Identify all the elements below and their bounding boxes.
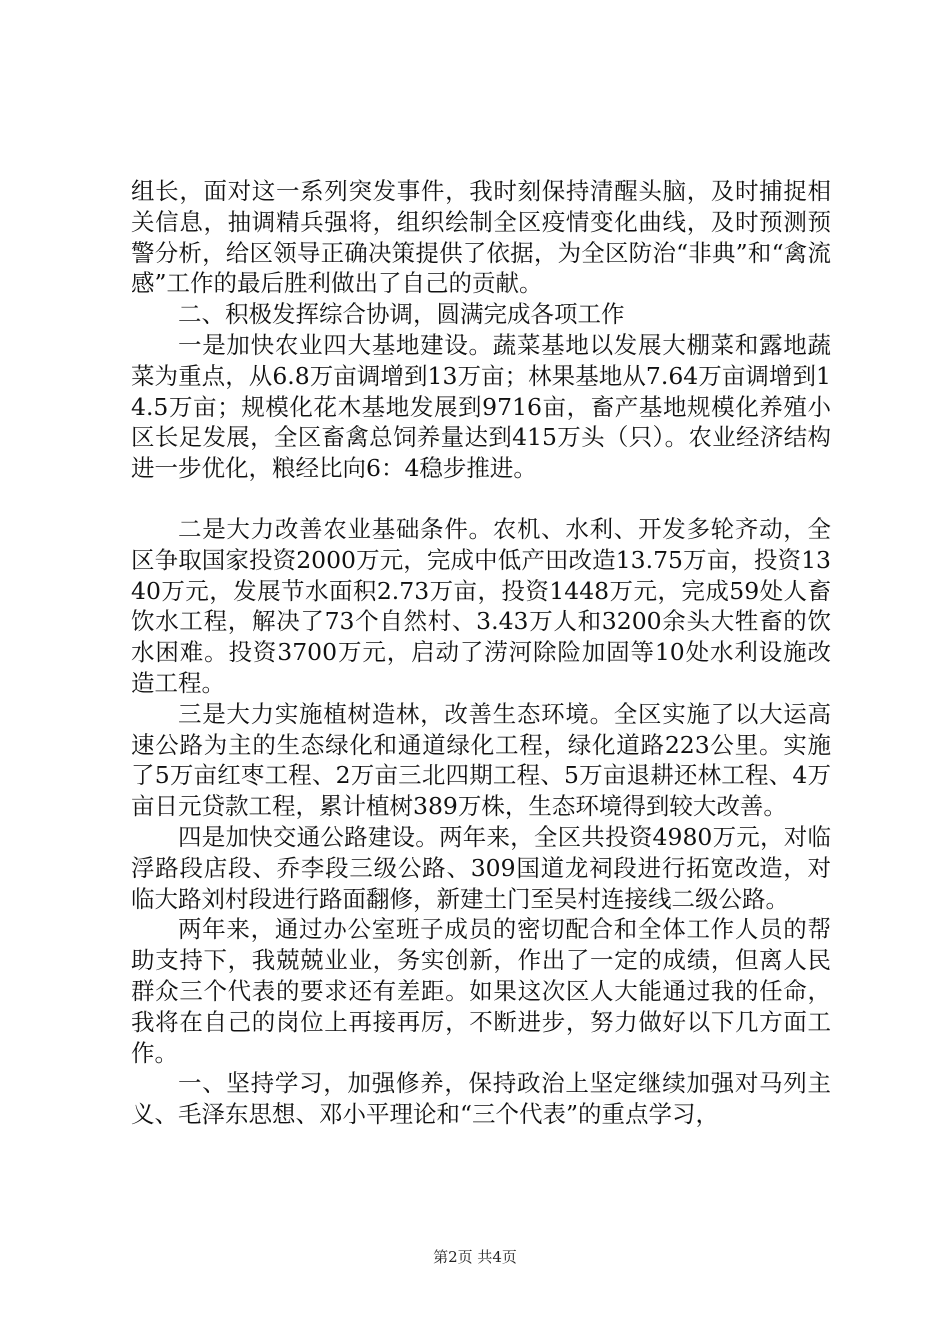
paragraph-agriculture-infrastructure: 二是大力改善农业基础条件。农机、水利、开发多轮齐动，全区争取国家投资2000万元，完成中低产田改造13.75万亩，投资1340万元，发展节水面积2.73万亩，投资1448万元，完成59处人畜饮水工程，解决了73个自然村、3.43万人和3200余头大牲畜的饮水困难。投资3700万元，启动了涝河除险加固等10处水利设施改造工程。 [131,514,831,697]
section-heading-1-study: 一、坚持学习，加强修养，保持政治上坚定继续加强对马列主义、毛泽东思想、邓小平理论和“三个代表”的重点学习， [131,1069,831,1129]
section-heading-2: 二、积极发挥综合协调，圆满完成各项工作 [178,300,625,329]
paragraph-summary: 两年来，通过办公室班子成员的密切配合和全体工作人员的帮助支持下，我兢兢业业，务实创新，作出了一定的成绩，但离人民群众三个代表的要求还有差距。如果这次区人大能通过我的任命，我将在自己的岗位上再接再厉，不断进步，努力做好以下几方面工作。 [131,915,831,1067]
paragraph-road-construction: 四是加快交通公路建设。两年来，全区共投资4980万元，对临浮路段店段、乔李段三级公路、309国道龙祠段进行拓宽改造，对临大路刘村段进行路面翻修，新建土门至吴村连接线二级公路。 [131,822,831,913]
paragraph-agriculture-bases: 一是加快农业四大基地建设。蔬菜基地以发展大棚菜和露地蔬菜为重点，从6.8万亩调增到13万亩；林果基地从7.64万亩调增到14.5万亩；规模化花木基地发展到9716亩，畜产基地规模化养殖小区长足发展，全区畜禽总饲养量达到415万头（只）。农业经济结构进一步优化，粮经比向6：4稳步推进。 [131,330,831,483]
paragraph-continuation: 组长，面对这一系列突发事件，我时刻保持清醒头脑，及时捕捉相关信息，抽调精兵强将，组织绘制全区疫情变化曲线，及时预测预警分析，给区领导正确决策提供了依据，为全区防治“非典”和“禽流感”工作的最后胜利做出了自己的贡献。 [131,177,831,298]
document-body [131,176,831,1130]
page-footer: 第2页 共4页 [433,1248,517,1266]
paragraph-afforestation: 三是大力实施植树造林，改善生态环境。全区实施了以大运高速公路为主的生态绿化和通道绿化工程，绿化道路223公里。实施了5万亩红枣工程、2万亩三北四期工程、5万亩退耕还林工程、4万亩日元贷款工程，累计植树389万株，生态环境得到较大改善。 [131,699,831,821]
